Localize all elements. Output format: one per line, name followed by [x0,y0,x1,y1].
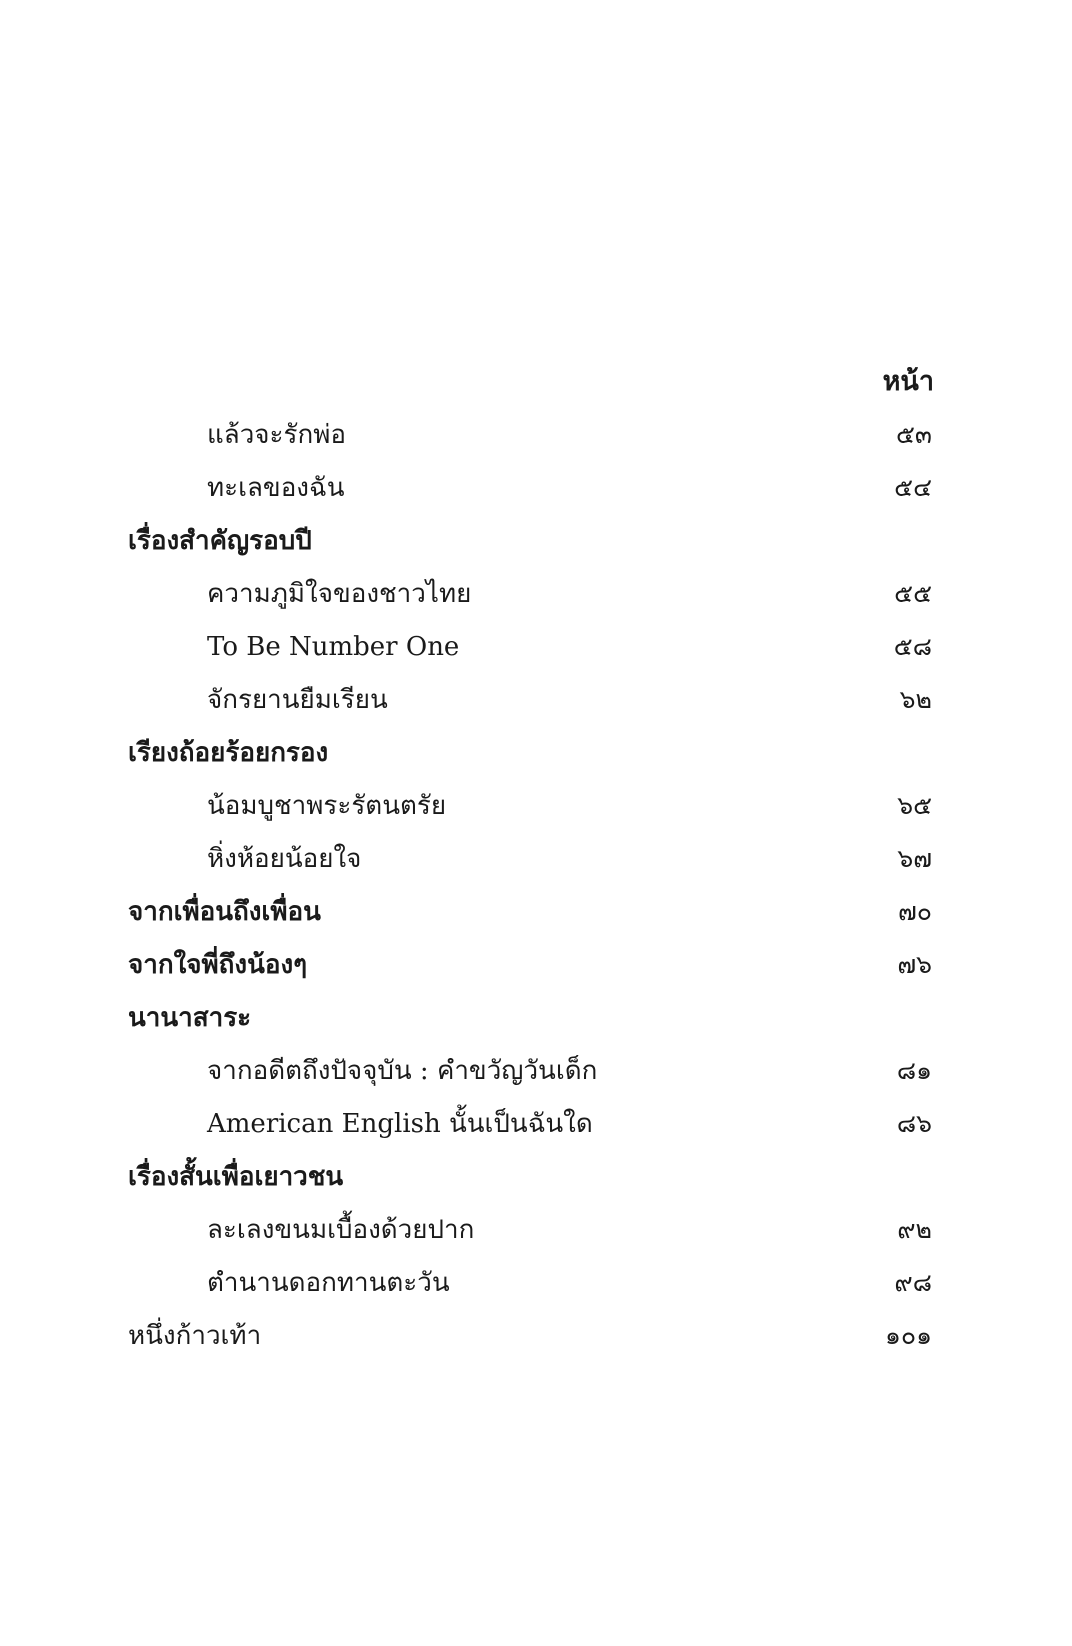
toc-entry-title: To Be Number One [207,632,460,662]
table-of-contents [0,413,1072,1367]
toc-page-number: ๕๔ [894,473,932,502]
toc-section-title: เรื่องสำคัญรอบปี [128,526,312,556]
page-column-heading: หน้า [882,366,934,397]
toc-page-number: ๕๕ [894,579,932,608]
toc-section-row [0,996,1072,1049]
toc-page-number: ๖๗ [897,844,932,873]
toc-entry-title: แล้วจะรักพ่อ [207,420,346,450]
toc-page-number: ๘๑ [896,1056,932,1085]
toc-entry-title: American English นั้นเป็นฉันใด [207,1109,593,1139]
toc-entry-title: ตำนานดอกทานตะวัน [207,1268,450,1298]
toc-section-title: จากเพื่อนถึงเพื่อน [128,897,321,927]
toc-page-number: ๙๘ [894,1268,932,1297]
toc-entry-title: ทะเลของฉัน [207,473,345,503]
toc-entry-row [0,837,1072,890]
toc-entry-title: จากอดีตถึงปัจจุบัน : คำขวัญวันเด็ก [207,1056,598,1086]
toc-entry-row [0,1261,1072,1314]
toc-page-number: ๕๓ [895,420,932,449]
toc-entry-title: น้อมบูชาพระรัตนตรัย [207,791,447,821]
toc-entry-title: จักรยานยืมเรียน [207,685,388,715]
toc-page-number: ๘๖ [896,1109,932,1138]
toc-page-number: ๙๒ [897,1215,932,1244]
toc-page-number: ๗๖ [897,950,932,979]
toc-section-title: นานาสาระ [128,1003,252,1033]
toc-entry-row [0,784,1072,837]
toc-entry-row [0,1208,1072,1261]
toc-entry-row [0,1049,1072,1102]
toc-section-row [0,1155,1072,1208]
toc-section-title: จากใจพี่ถึงน้องๆ [128,950,308,980]
toc-section-title: เรียงถ้อยร้อยกรอง [128,738,329,768]
toc-entry-row [0,625,1072,678]
toc-entry-title: หนึ่งก้าวเท้า [128,1321,262,1351]
toc-entry-title: หิ่งห้อยน้อยใจ [207,844,362,874]
toc-section-row [0,943,1072,996]
toc-entry-title: ละเลงขนมเบื้องด้วยปาก [207,1215,475,1245]
toc-entry-row [0,1314,1072,1367]
toc-page-number: ๗๐ [897,897,932,926]
toc-entry-title: ความภูมิใจของชาวไทย [207,579,472,609]
toc-entry-row [0,678,1072,731]
toc-entry-row [0,466,1072,519]
toc-entry-row [0,1102,1072,1155]
toc-page-number: ๕๘ [893,632,932,661]
toc-entry-row [0,572,1072,625]
toc-section-row [0,519,1072,572]
toc-entry-row [0,413,1072,466]
toc-page-number: ๑๐๑ [885,1321,932,1350]
toc-page-number: ๖๕ [897,791,932,820]
toc-page-number: ๖๒ [899,685,932,714]
toc-section-row [0,890,1072,943]
toc-section-title: เรื่องสั้นเพื่อเยาวชน [128,1162,344,1192]
toc-section-row [0,731,1072,784]
